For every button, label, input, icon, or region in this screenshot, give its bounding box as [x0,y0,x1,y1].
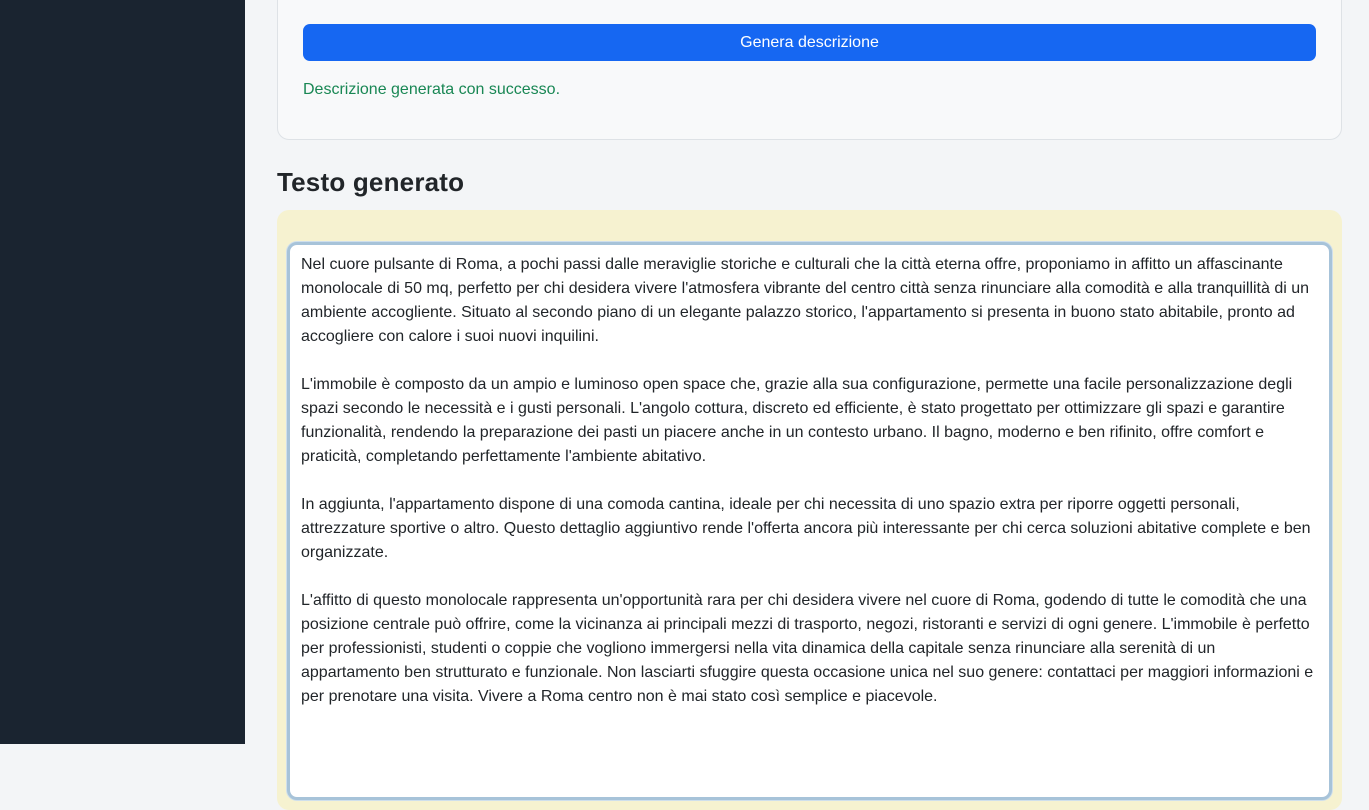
generated-text-panel [277,210,1342,810]
main-content [245,0,1369,744]
generated-text-textarea[interactable] [287,242,1332,800]
success-message: Descrizione generata con successo. [303,81,561,98]
generated-text-heading: Testo generato [277,167,465,197]
generate-description-button[interactable]: Genera descrizione [303,24,1316,61]
sidebar [0,0,245,744]
generator-card [277,0,1342,140]
